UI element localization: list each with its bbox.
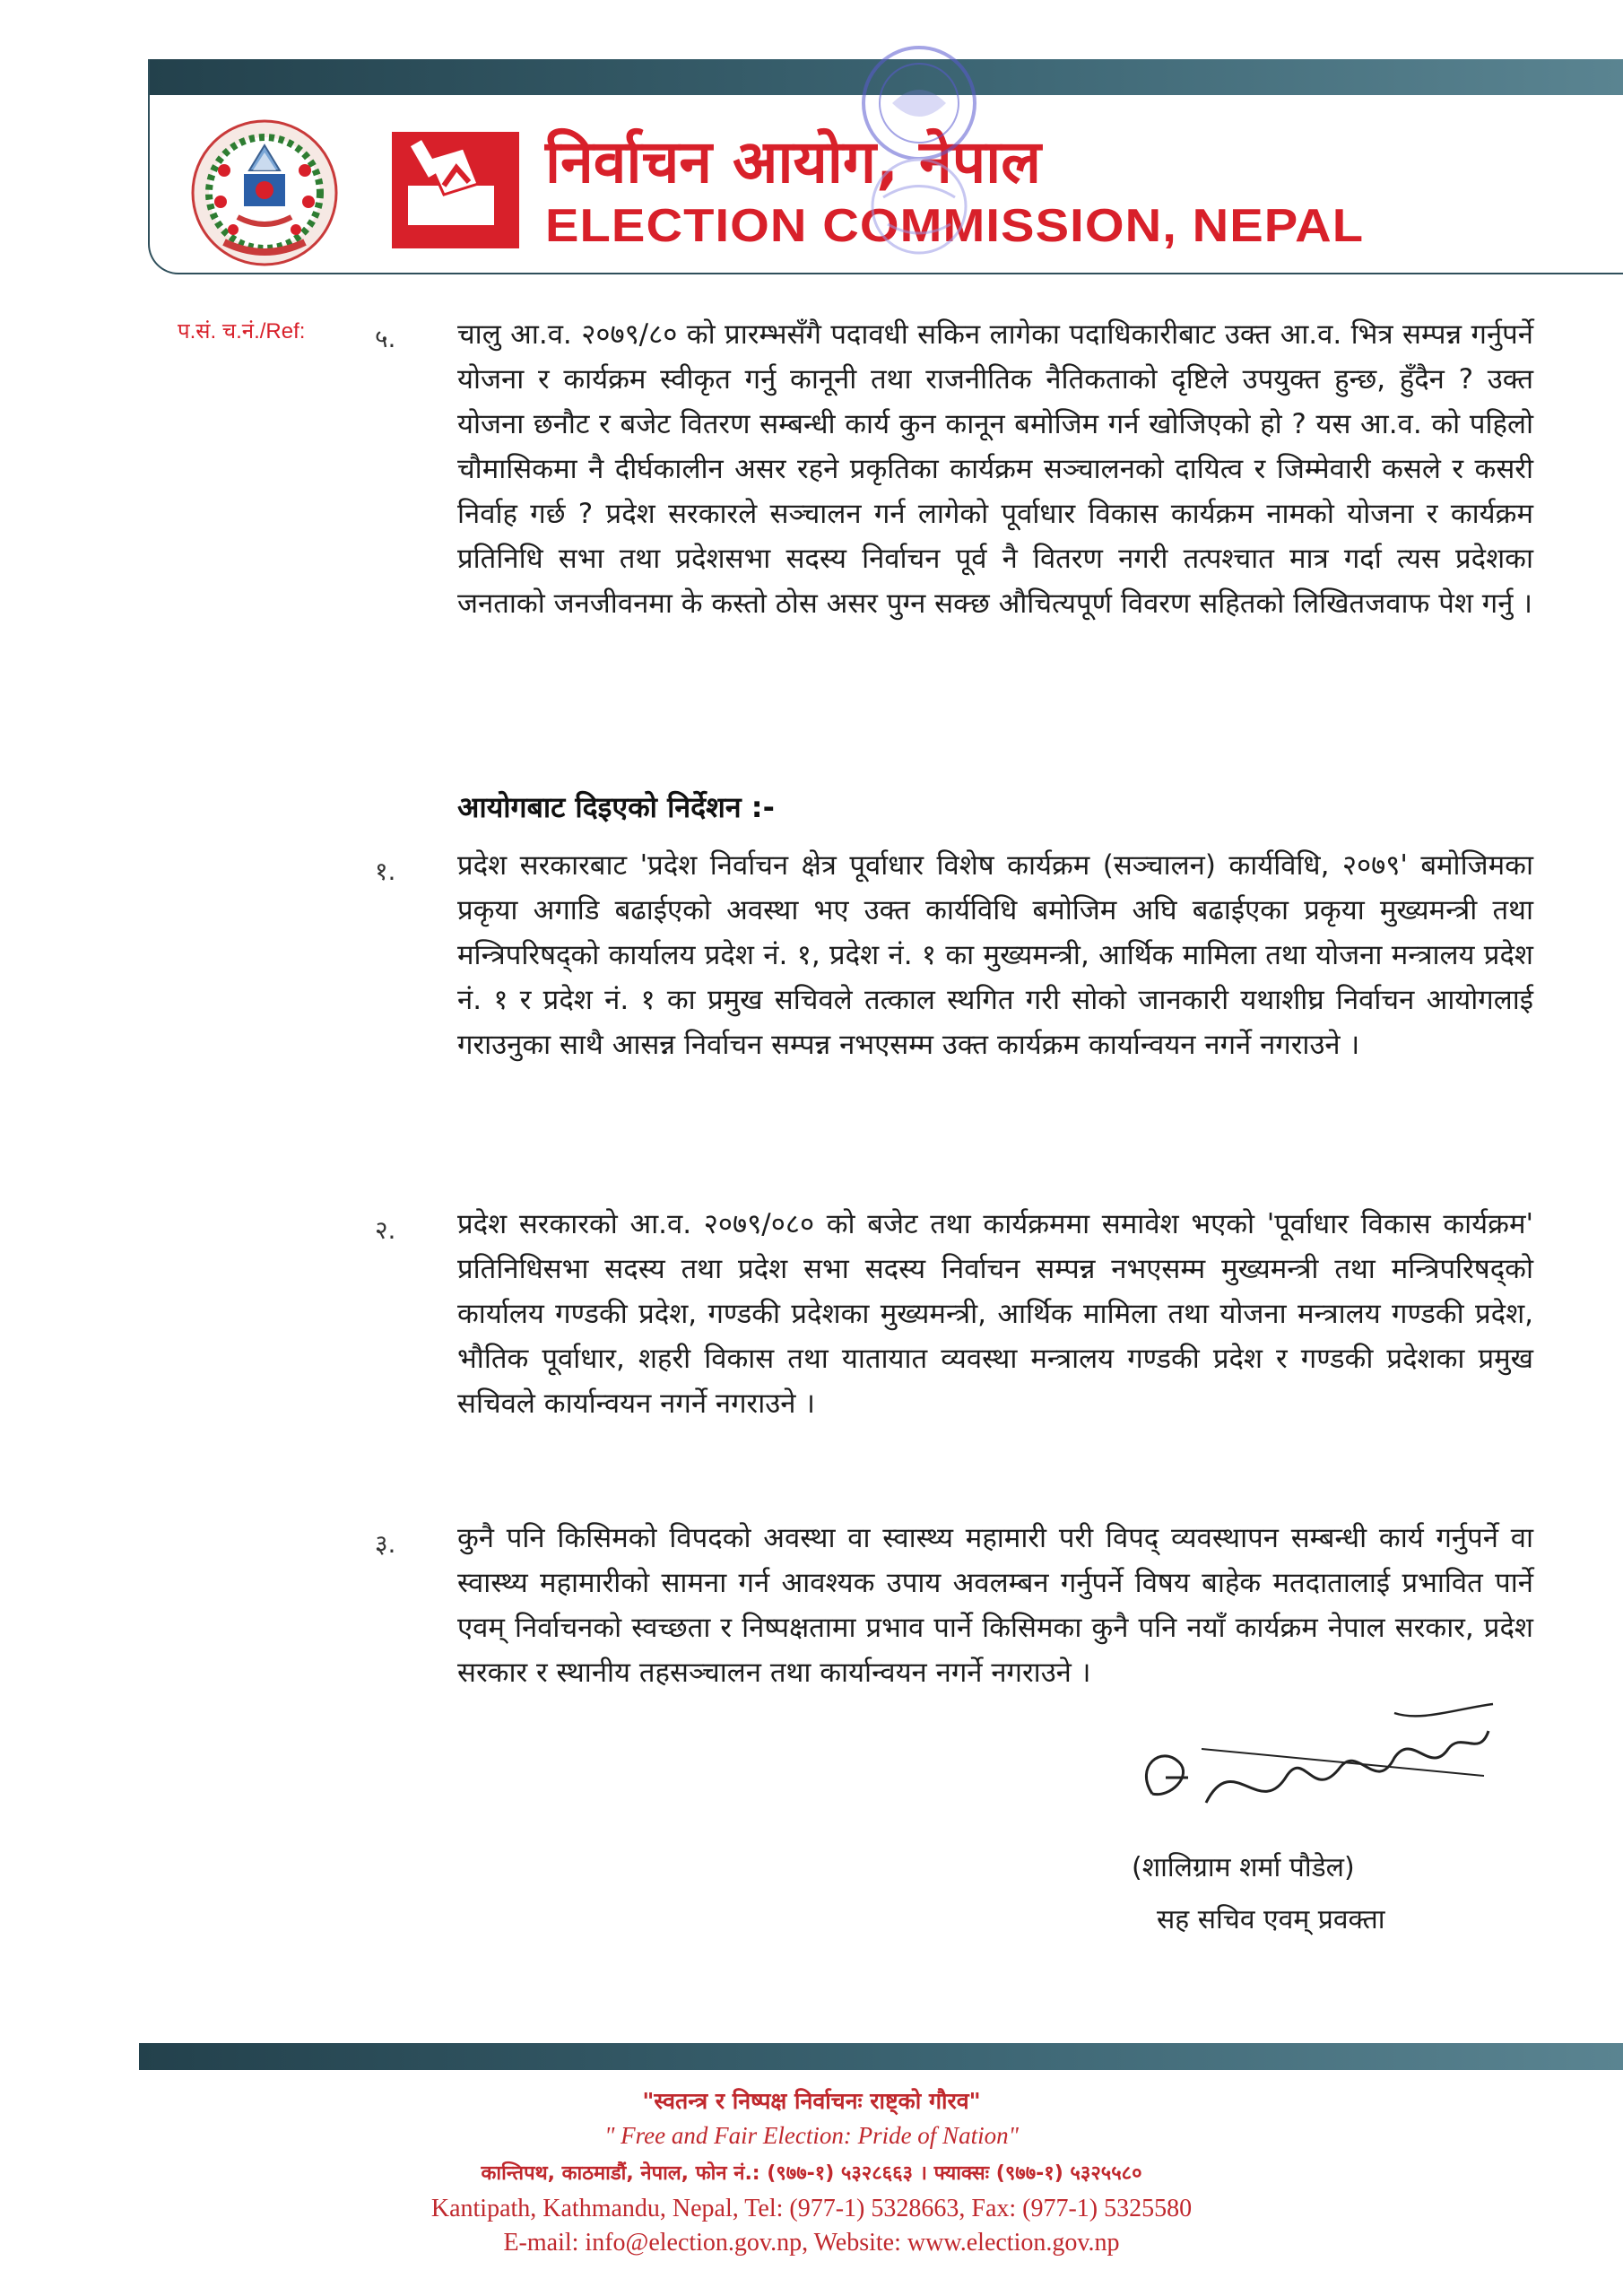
footer-band <box>139 2043 1623 2070</box>
directive-number: २. <box>375 1215 396 1245</box>
signatory-title: सह सचिव एवम् प्रवक्ता <box>1157 1904 1385 1935</box>
signatory-name: (शालिग्राम शर्मा पौडेल) <box>1132 1852 1355 1883</box>
directives-heading: आयोगबाट दिइएको निर्देशन :- <box>457 790 775 824</box>
footer-slogan-english: " Free and Fair Election: Pride of Nation" <box>604 2122 1019 2149</box>
question-paragraph: चालु आ.व. २०७९/८० को प्रारम्भसँगै पदावधी सकिन लागेका पदाधिकारीबाट उक्त आ.व. भित्र सम्पन्न गर्नुपर्ने योजना र कार्यक्रम स्वीकृत गर्नु कानूनी तथा राजनीतिक नैतिकताको दृष्टिले उपयुक्त हुन्छ, हुँदैन ? उक्त योजना छनौट र बजेट वितरण सम्बन्धी कार्य कुन कानून बमोजिम गर्न खोजिएको हो ? यस आ.व. को पहिलो चौमासिकमा नै दीर्घकालीन असर रहने प्रकृतिका कार्यक्रम सञ्चालनको दायित्व र जिम्मेवारी कसले र कसरी निर्वाह गर्छ ? प्रदेश सरकारले सञ्चालन गर्न लागेको पूर्वाधार विकास कार्यक्रम नामको योजना र कार्यक्रम प्रतिनिधि सभा तथा प्रदेशसभा सदस्य निर्वाचन पूर्व नै वितरण नगरी तत्पश्चात मात्र गर्दा त्यस प्रदेशका जनताको जनजीवनमा के कस्तो ठोस असर पुग्न सक्छ औचित्यपूर्ण विवरण सहितको लिखितजवाफ पेश गर्नु । <box>457 318 1533 620</box>
footer-slogan-nepali: "स्वतन्त्र र निष्पक्ष निर्वाचनः राष्ट्को गौरव" <box>642 2088 981 2114</box>
footer-address-english: Kantipath, Kathmandu, Nepal, Tel: (977-1) 5328663, Fax: (977-1) 5325580 <box>430 2195 1193 2222</box>
footer-contact: E-mail: info@election.gov.np, Website: www.election.gov.np <box>503 2229 1120 2257</box>
directive-paragraph: प्रदेश सरकारको आ.व. २०७९/०८० को बजेट तथा कार्यक्रममा समावेश भएको 'पूर्वाधार विकास कार्यक्रम' प्रतिनिधिसभा सदस्य तथा प्रदेश सभा सदस्य निर्वाचन सम्पन्न नभएसम्म मुख्यमन्त्री तथा मन्त्रिपरिषद्को कार्यालय गण्डकी प्रदेश, गण्डकी प्रदेशका मुख्यमन्त्री, आर्थिक मामिला तथा योजना मन्त्रालय गण्डकी प्रदेश, भौतिक पूर्वाधार, शहरी विकास तथा यातायात व्यवस्था मन्त्रालय गण्डकी प्रदेश र गण्डकी प्रदेशका प्रमुख सचिवले कार्यान्वयन नगर्ने नगराउने । <box>457 1208 1533 1420</box>
item-number: ५. <box>375 324 396 353</box>
directive-paragraph: कुनै पनि किसिमको विपदको अवस्था वा स्वास्थ्य महामारी परी विपद् व्यवस्थापन सम्बन्धी कार्य गर्नुपर्ने वा स्वास्थ्य महामारीको सामना गर्न आवश्यक उपाय अवलम्बन गर्नुपर्ने विषय बाहेक मतदातालाई प्रभावित पार्ने एवम् निर्वाचनको स्वच्छता र निष्पक्षतामा प्रभाव पार्ने किसिमका कुनै पनि नयाँ कार्यक्रम नेपाल सरकार, प्रदेश सरकार र स्थानीय तहसञ्चालन तथा कार्यान्वयन नगर्ने नगराउने । <box>457 1522 1533 1689</box>
directive-paragraph: प्रदेश सरकारबाट 'प्रदेश निर्वाचन क्षेत्र पूर्वाधार विशेष कार्यक्रम (सञ्चालन) कार्यविधि, २०७९' बमोजिमका प्रकृया अगाडि बढाईएको अवस्था भए उक्त कार्यविधि बमोजिम अघि बढाईएका प्रकृया मुख्यमन्त्री तथा मन्त्रिपरिषद्को कार्यालय प्रदेश नं. १, प्रदेश नं. १ का मुख्यमन्त्री, आर्थिक मामिला तथा योजना मन्त्रालय प्रदेश नं. १ र प्रदेश नं. १ का प्रमुख सचिवले तत्काल स्थगित गरी सोको जानकारी यथाशीघ्र निर्वाचन आयोगलाई गराउनुका साथै आसन्न निर्वाचन सम्पन्न नभएसम्म उक्त कार्यक्रम कार्यान्वयन नगर्ने नगराउने । <box>457 849 1533 1061</box>
footer-address-nepali: कान्तिपथ, काठमाडौं, नेपाल, फोन नं.: (९७७-१) ५३२८६६३ । फ्याक्सः (९७७-१) ५३२५५८० <box>481 2162 1142 2185</box>
commission-title-nepali: निर्वाचन आयोग, नेपाल <box>545 127 1042 196</box>
handwritten-signature <box>1125 1695 1502 1839</box>
directive-number: १. <box>375 857 396 886</box>
ballot-logo-icon <box>392 132 519 248</box>
official-seal-stamp <box>843 40 995 265</box>
reference-label: प.सं. च.नं./Ref: <box>178 319 306 344</box>
nepal-emblem-icon <box>188 117 341 269</box>
commission-title-english: ELECTION COMMISSION, NEPAL <box>545 200 1365 252</box>
directive-number: ३. <box>375 1529 396 1559</box>
